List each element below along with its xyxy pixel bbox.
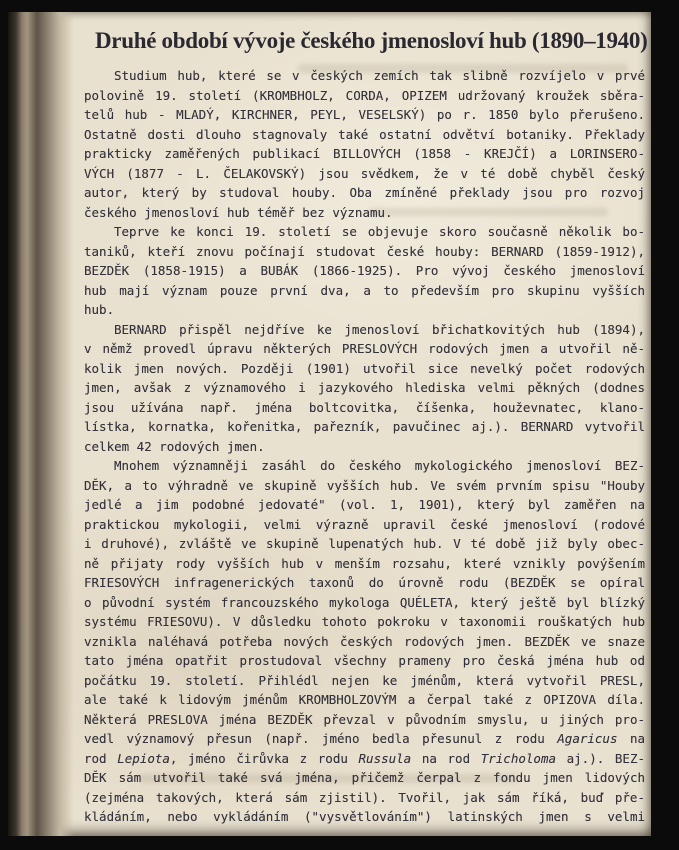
text-line: kolik jmen nových. Později (1901) utvořil sice nevelký počet rodových [84,360,645,376]
binding-gutter-shadow [8,12,74,836]
text-line: rod Lepiota, jméno čirůvka z rodu Russula na rod Tricholoma aj.). BEZ- [84,750,645,766]
paragraph [84,320,645,457]
text-line: hub mají význam pouze první dva, a to především pro skupinu vyšších [84,282,645,298]
text-line: lístka, kornatka, kořenitka, pařezník, pavučinec aj.). BERNARD vytvořil [84,419,645,434]
text-line: DĚK sám utvořil také svá jména, přičemž čerpal z fondu jmen lidových [84,770,645,785]
text-line: vedl významový přesun (např. jméno bedla přesunul z rodu Agaricus na [84,731,645,746]
text-line: jmen, avšak z významového i jazykového hlediska velmi pěkných (dodnes [84,380,645,395]
text-line: ně přijaty rody vyšších hub v menším rozsahu, které vznikly povýšením [84,555,645,571]
text-line: polovině 19. století (KROMBHOLZ, CORDA, OPIZEM udržovaný kroužek sběra- [84,87,645,103]
text-line: telů hub - MLADÝ, KIRCHNER, PEYL, VESELSKÝ) po r. 1850 bylo přerušeno. [84,107,645,122]
text-line: Mnohem významněji zasáhl do českého mykologického jmenosloví BEZ- [114,458,645,473]
text-line: praktickou mykologii, velmi výrazně upravil české jmenosloví (rodové [84,516,645,532]
text-line: Studium hub, které se v českých zemích tak slibně rozvíjelo v prvé [114,68,645,83]
paragraph [84,66,645,222]
text-line: i druhové), zvláště ve skupině lupenatých hub. V té době již byly obec- [84,536,645,551]
text-line: BEZDĚK (1858-1915) a BUBÁK (1866-1925). Pro vývoj českého jmenosloví [84,263,645,278]
text-line: systému FRIESOVU). V důsledku tohoto pokroku v taxonomii rouškatých hub [84,614,645,629]
text-line: Teprve ke konci 19. století se objevuje skoro současně několik bo- [114,224,645,239]
page-content [84,26,648,827]
page-title: Druhé období vývoje českého jmenosloví hub (1890–1940) [95,28,648,53]
text-line: v němž provedl úpravu některých PRESLOVÝCH rodových jmen a utvořil ně- [84,341,645,356]
text-line: Některá PRESLOVA jména BEZDĚK převzal v původním smyslu, u jiných pro- [84,711,645,727]
text-line: autor, který by studoval houby. Oba zmíněné překlady jsou pro rozvoj [84,185,645,200]
text-line: počátku 19. století. Přihlédl nejen ke jménům, která vytvořil PRESL, [84,672,645,688]
paragraph [84,456,645,827]
text-line: celkem 42 rodových jmen. [84,438,265,454]
text-line: DĚK, a to výhradně ve skupině vyšších hub. Ve svém prvním spisu "Houby [84,477,645,493]
text-line: VÝCH (1877 - L. ČELAKOVSKÝ) jsou svědkem, že v té době chyběl český [84,165,645,181]
text-line: BERNARD přispěl nejdříve ke jmenosloví břichatkovitých hub (1894), [114,321,645,337]
text-line: vznikla naléhavá potřeba nových českých rodových jmen. BEZDĚK ve snaze [84,633,645,649]
text-line: (zejména takových, která sám zjistil). Tvořil, jak sám říká, buď pře- [84,789,645,805]
paragraph [84,222,645,320]
text-line: taniků, kteří znovu počínají studovat české houby: BERNARD (1859-1912), [84,243,645,259]
text-line: prakticky zaměřených publikací BILLOVÝCH (1858 - KREJČÍ) a LORINSERO- [84,146,645,161]
text-line: českého jmenosloví hub téměř bez významu. [84,204,393,220]
text-line: jsou užívána např. jména boltcovitka, číšenka, houževnatec, klano- [84,399,645,415]
text-line: Ostatně dosti dlouho stagnovaly také ostatní odvětví botaniky. Překlady [84,126,645,142]
text-line: jedlé a jim podobné jedovaté" (vol. 1, 1901), který byl zaměřen na [84,497,645,512]
text-line: tato jména opatřit prostudoval všechny prameny pro česká jména hub od [84,653,645,668]
text-line: o původní systém francouzského mykologa QUÉLETA, který ještě byl blízký [84,594,645,610]
page-body [84,66,645,827]
text-line: hub. [84,302,115,317]
text-line: FRIESOVÝCH infragenerických taxonů do úrovně rodu (BEZDĚK se opíral [84,575,645,590]
text-line: kládáním, nebo vykládáním ("vysvětlováním") latinských jmen s velmi [84,809,645,824]
book-page [8,12,651,836]
text-line: ale také k lidovým jménům KROMBHOLZOVÝM a čerpal také z OPIZOVA díla. [84,692,645,707]
